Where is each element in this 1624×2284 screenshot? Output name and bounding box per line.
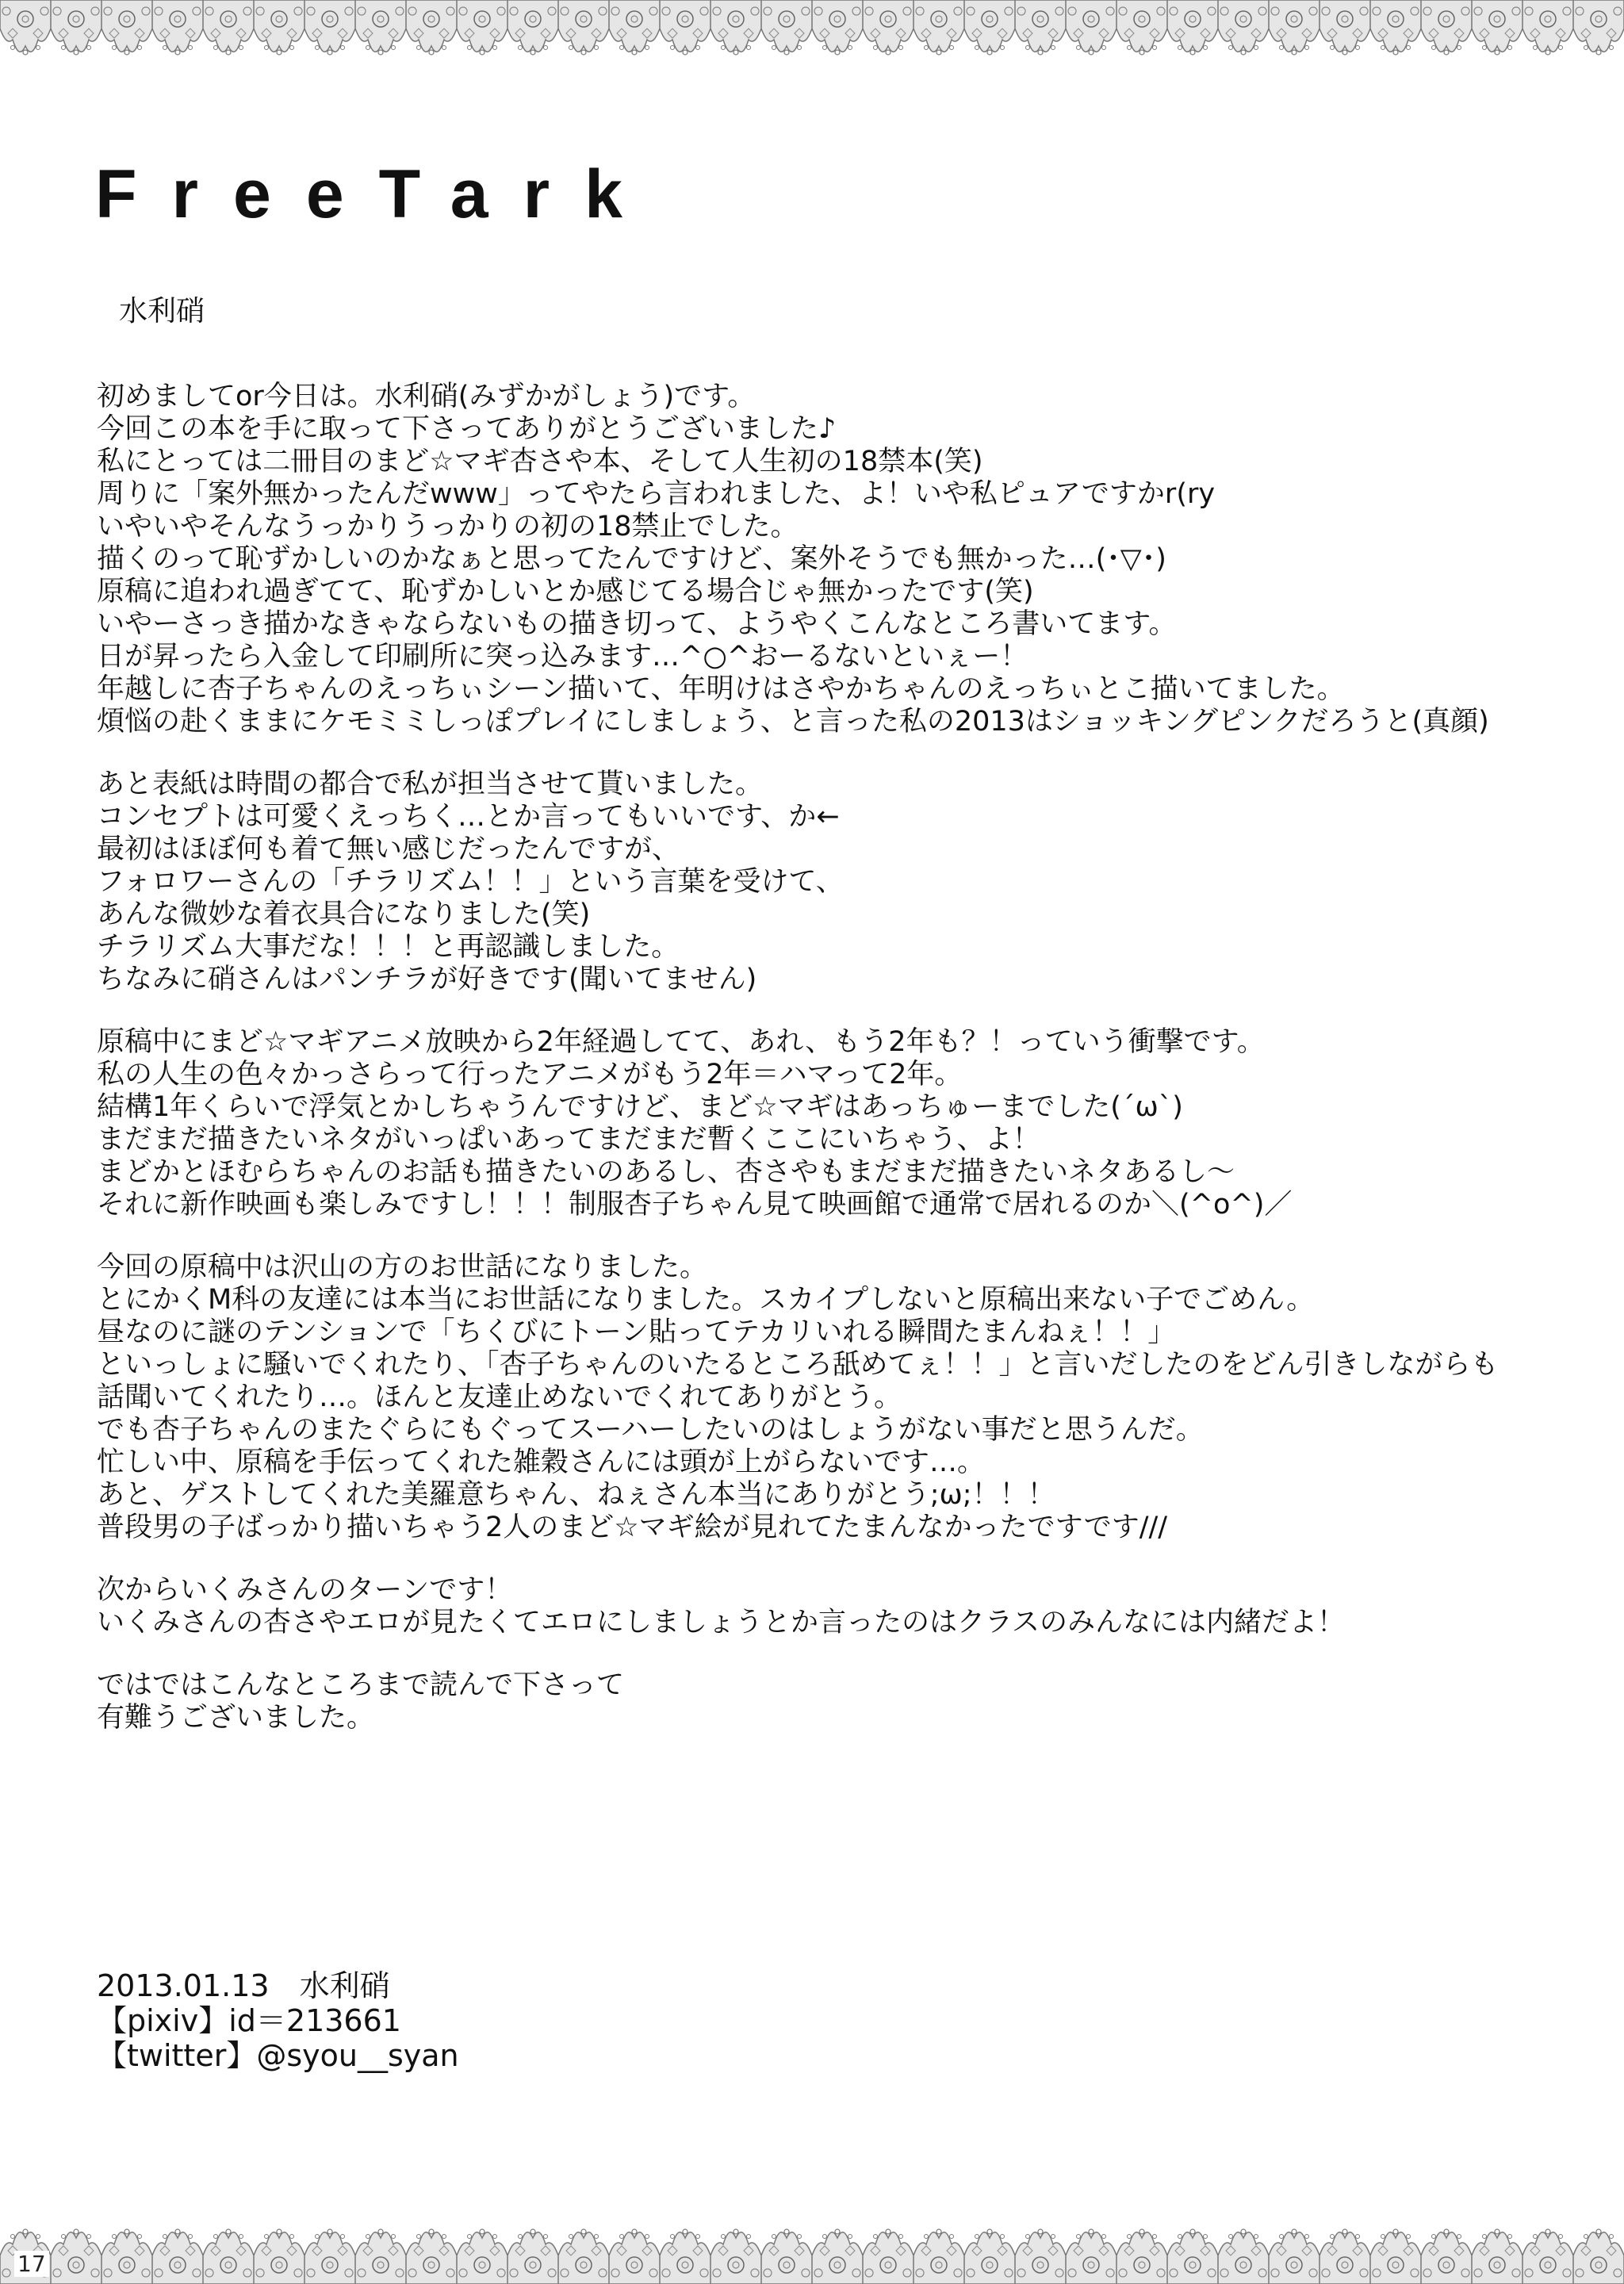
text-line: ではではこんなところまで読んで下さって (97, 1669, 625, 1701)
text-line: 今回この本を手に取って下さってありがとうございました♪ (97, 413, 837, 445)
text-line: 昼なのに謎のテンションで「ちくびにトーン貼ってテカリいれる瞬間たまんねぇ！！」 (97, 1316, 1176, 1348)
text-line: それに新作映画も楽しみですし！！！制服杏子ちゃん見て映画館で通常で居れるのか＼(^o^)／ (97, 1189, 1293, 1221)
text-line: でも杏子ちゃんのまたぐらにもぐってスーハーしたいのはしょうがない事だと思うんだ。 (97, 1414, 1204, 1446)
paragraph-thanks (97, 1251, 1572, 1544)
text-line: 原稿に追われ過ぎてて、恥ずかしいとか感じてる場合じゃ無かったです(笑) (97, 576, 1034, 607)
text-line: いやーさっき描かなきゃならないもの描き切って、ようやくこんなところ書いてます。 (97, 608, 1177, 640)
text-line: 初めましてor今日は。水利硝(みずかがしょう)です。 (97, 381, 756, 412)
text-line: 普段男の子ばっかり描いちゃう2人のまど☆マギ絵が見れてたまんなかったですです/// (97, 1512, 1168, 1543)
text-line: 私にとっては二冊目のまど☆マギ杏さや本、そして人生初の18禁本(笑) (97, 446, 983, 477)
text-line: あと、ゲストしてくれた美羅意ちゃん、ねぇさん本当にありがとう;ω;！！！ (97, 1479, 1055, 1511)
signature-date: 2013.01.13 水利硝 (97, 1968, 390, 2003)
text-line: まどかとほむらちゃんのお話も描きたいのあるし、杏さやもまだまだ描きたいネタあるし〜 (97, 1156, 1235, 1188)
paragraph-next (97, 1574, 1572, 1639)
text-line: とにかくM科の友達には本当にお世話になりました。スカイプしないと原稿出来ない子でごめん。 (97, 1284, 1315, 1316)
text-line: といっしょに騒いでくれたり、「杏子ちゃんのいたるところ舐めてぇ！！」と言いだしたのをどん引きしながらも (97, 1349, 1499, 1381)
body-text (97, 381, 1572, 1765)
signature-pixiv: 【pixiv】id＝213661 (97, 2003, 401, 2038)
text-line: まだまだ描きたいネタがいっぱいあってまだまだ暫くここにいちゃう、よ！ (97, 1124, 1040, 1155)
text-line: 原稿中にまど☆マギアニメ放映から2年経過してて、あれ、もう2年も？！っていう衝撃です。 (97, 1026, 1265, 1058)
signature-block (97, 1968, 459, 2073)
bottom-lace-border (0, 2211, 1624, 2284)
author-name: 水利硝 (119, 295, 205, 328)
text-line: 描くのって恥ずかしいのかなぁと思ってたんですけど、案外そうでも無かった…(･▽･) (97, 543, 1166, 575)
text-line: 周りに「案外無かったんだwww」ってやたら言われました、よ！いや私ピュアですかr(ry (97, 478, 1216, 510)
text-line: チラリズム大事だな！！！と再認識しました。 (97, 931, 680, 963)
text-line: 煩悩の赴くままにケモミミしっぽプレイにしましょう、と言った私の2013はショッキングピンクだろうと(真顔) (97, 706, 1489, 738)
text-line: 忙しい中、原稿を手伝ってくれた雑穀さんには頭が上がらないです…。 (97, 1447, 986, 1478)
text-line: 次からいくみさんのターンです！ (97, 1574, 513, 1606)
text-line: コンセプトは可愛くえっちく…とか言ってもいいです、か← (97, 801, 840, 833)
text-line: 結構1年くらいで浮気とかしちゃうんですけど、まど☆マギはあっちゅーまでした(´ω`) (97, 1091, 1183, 1123)
text-line: 話聞いてくれたり…。ほんと友達止めないでくれてありがとう。 (97, 1382, 902, 1413)
page-title: FreeTark (95, 156, 657, 232)
text-line: 最初はほぼ何も着て無い感じだったんですが、 (97, 834, 680, 865)
paragraph-anime (97, 1026, 1572, 1221)
text-line: 私の人生の色々かっさらって行ったアニメがもう2年＝ハマって2年。 (97, 1059, 963, 1090)
paragraph-cover (97, 768, 1572, 996)
paragraph-closing (97, 1669, 1572, 1734)
text-line: 年越しに杏子ちゃんのえっちぃシーン描いて、年明けはさやかちゃんのえっちぃとこ描いてました。 (97, 673, 1345, 705)
text-line: 日が昇ったら入金して印刷所に突っ込みます…^○^おーるないといぇー！ (97, 641, 1028, 673)
text-line: 有難うございました。 (97, 1702, 375, 1734)
text-line: あんな微妙な着衣具合になりました(笑) (97, 899, 591, 930)
page-number: 17 (14, 2251, 49, 2277)
paragraph-greeting (97, 381, 1572, 738)
text-line: ちなみに硝さんはパンチラが好きです(聞いてません) (97, 964, 757, 995)
text-line: 今回の原稿中は沢山の方のお世話になりました。 (97, 1251, 708, 1283)
top-lace-border (0, 0, 1624, 73)
text-line: いくみさんの杏さやエロが見たくてエロにしましょうとか言ったのはクラスのみんなには内緒だよ！ (97, 1607, 1345, 1638)
text-line: フォロワーさんの「チラリズム！！」という言葉を受けて、 (97, 866, 844, 898)
signature-twitter: 【twitter】@syou__syan (97, 2038, 459, 2073)
text-line: あと表紙は時間の都合で私が担当させて貰いました。 (97, 768, 764, 800)
text-line: いやいやそんなうっかりうっかりの初の18禁止でした。 (97, 511, 799, 542)
